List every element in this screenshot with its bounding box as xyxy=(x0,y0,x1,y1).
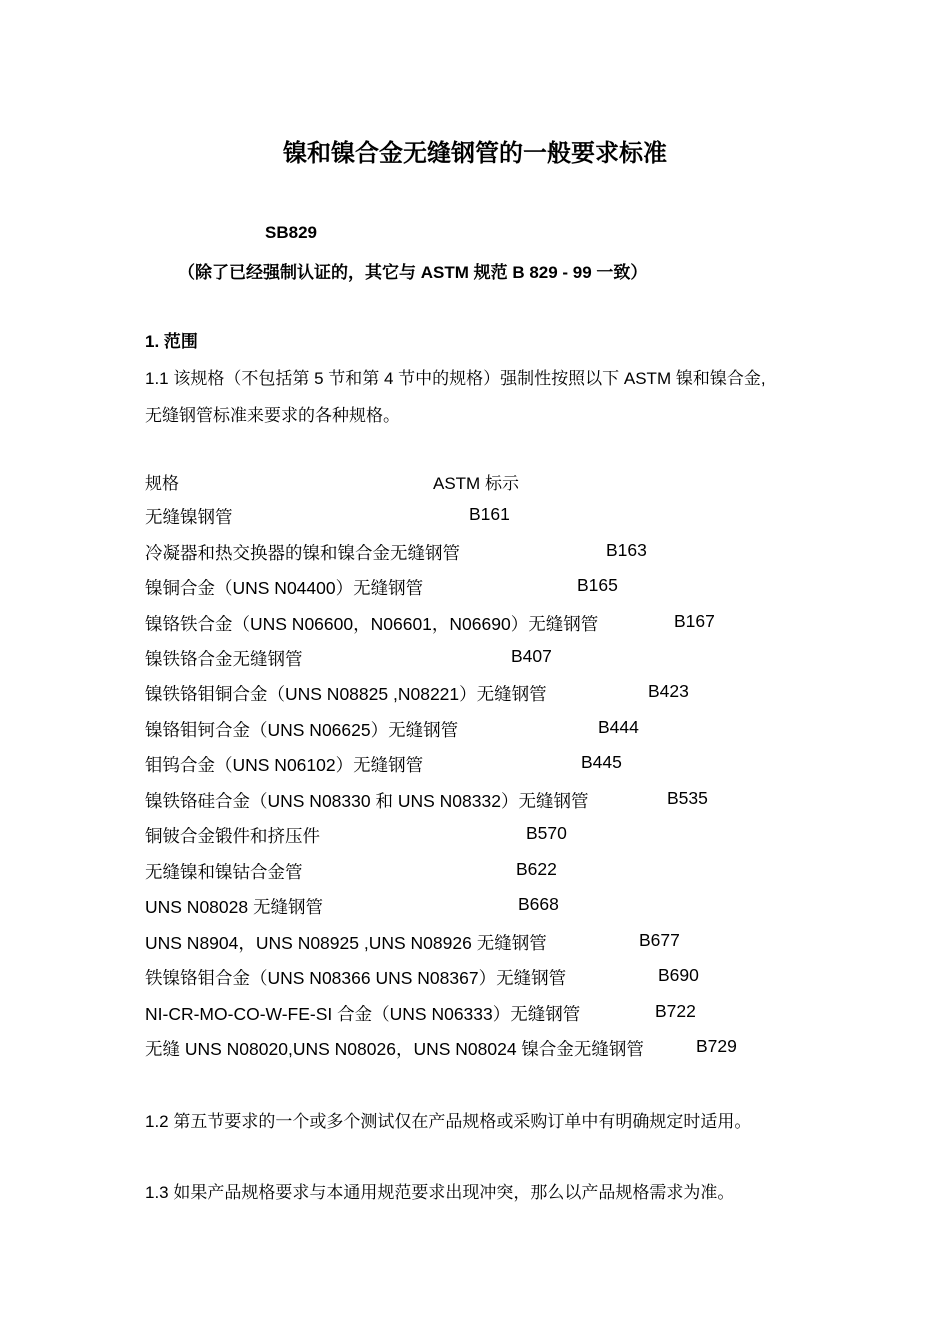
spec-row-code: B722 xyxy=(655,1001,696,1021)
paragraph-1-1-line-2: 无缝钢管标准来要求的各种规格。 xyxy=(145,406,400,425)
spec-row-code: B407 xyxy=(511,646,552,666)
spec-row-code: B161 xyxy=(469,504,510,524)
spec-row-name: 镍铬钼钶合金（UNS N06625）无缝钢管 xyxy=(145,720,459,740)
spec-row-code: B668 xyxy=(518,894,559,914)
spec-row-name: 冷凝器和热交换器的镍和镍合金无缝钢管 xyxy=(145,543,460,563)
spec-row-name: 镍铜合金（UNS N04400）无缝钢管 xyxy=(145,578,424,598)
spec-row-name: UNS N8904，UNS N08925 ,UNS N08926 无缝钢管 xyxy=(145,933,547,953)
spec-row-name: 钼钨合金（UNS N06102）无缝钢管 xyxy=(145,755,424,775)
table-header-spec: 规格 xyxy=(145,474,179,493)
paragraph-1-1-line-1: 1.1 该规格（不包括第 5 节和第 4 节中的规格）强制性按照以下 ASTM 镍和镍合金, xyxy=(145,369,766,388)
section-heading-scope: 1. 范围 xyxy=(145,332,198,351)
spec-row-name: 铁镍铬钼合金（UNS N08366 UNS N08367）无缝钢管 xyxy=(145,968,567,988)
spec-row-code: B535 xyxy=(667,788,708,808)
standard-code: SB829 xyxy=(265,223,317,242)
spec-row-code: B729 xyxy=(696,1036,737,1056)
compliance-note: （除了已经强制认证的，其它与 ASTM 规范 B 829 - 99 一致） xyxy=(178,263,648,282)
table-header-astm: ASTM 标示 xyxy=(433,474,519,493)
spec-row-code: B423 xyxy=(648,681,689,701)
spec-row-code: B165 xyxy=(577,575,618,595)
spec-row-code: B445 xyxy=(581,752,622,772)
document-title: 镍和镍合金无缝钢管的一般要求标准 xyxy=(283,140,667,167)
spec-row-name: 镍铁铬合金无缝钢管 xyxy=(145,649,303,669)
paragraph-1-3: 1.3 如果产品规格要求与本通用规范要求出现冲突，那么以产品规格需求为准。 xyxy=(145,1183,735,1202)
spec-row-name: 无缝镍和镍钴合金管 xyxy=(145,862,303,882)
spec-row-code: B690 xyxy=(658,965,699,985)
spec-row-name: 镍铬铁合金（UNS N06600，N06601，N06690）无缝钢管 xyxy=(145,614,599,634)
spec-row-name: 无缝 UNS N08020,UNS N08026，UNS N08024 镍合金无缝钢管 xyxy=(145,1039,644,1059)
spec-row-name: 无缝镍钢管 xyxy=(145,507,233,527)
paragraph-1-2: 1.2 第五节要求的一个或多个测试仅在产品规格或采购订单中有明确规定时适用。 xyxy=(145,1112,752,1131)
spec-row-name: 镍铁铬钼铜合金（UNS N08825 ,N08221）无缝钢管 xyxy=(145,684,547,704)
spec-row-name: 镍铁铬硅合金（UNS N08330 和 UNS N08332）无缝钢管 xyxy=(145,791,589,811)
spec-row-code: B163 xyxy=(606,540,647,560)
spec-row-code: B570 xyxy=(526,823,567,843)
spec-row-code: B444 xyxy=(598,717,639,737)
spec-row-code: B167 xyxy=(674,611,715,631)
spec-row-name: UNS N08028 无缝钢管 xyxy=(145,897,323,917)
spec-row-code: B677 xyxy=(639,930,680,950)
spec-row-code: B622 xyxy=(516,859,557,879)
spec-row-name: 铜铍合金锻件和挤压件 xyxy=(145,826,320,846)
spec-row-name: NI-CR-MO-CO-W-FE-SI 合金（UNS N06333）无缝钢管 xyxy=(145,1004,581,1024)
